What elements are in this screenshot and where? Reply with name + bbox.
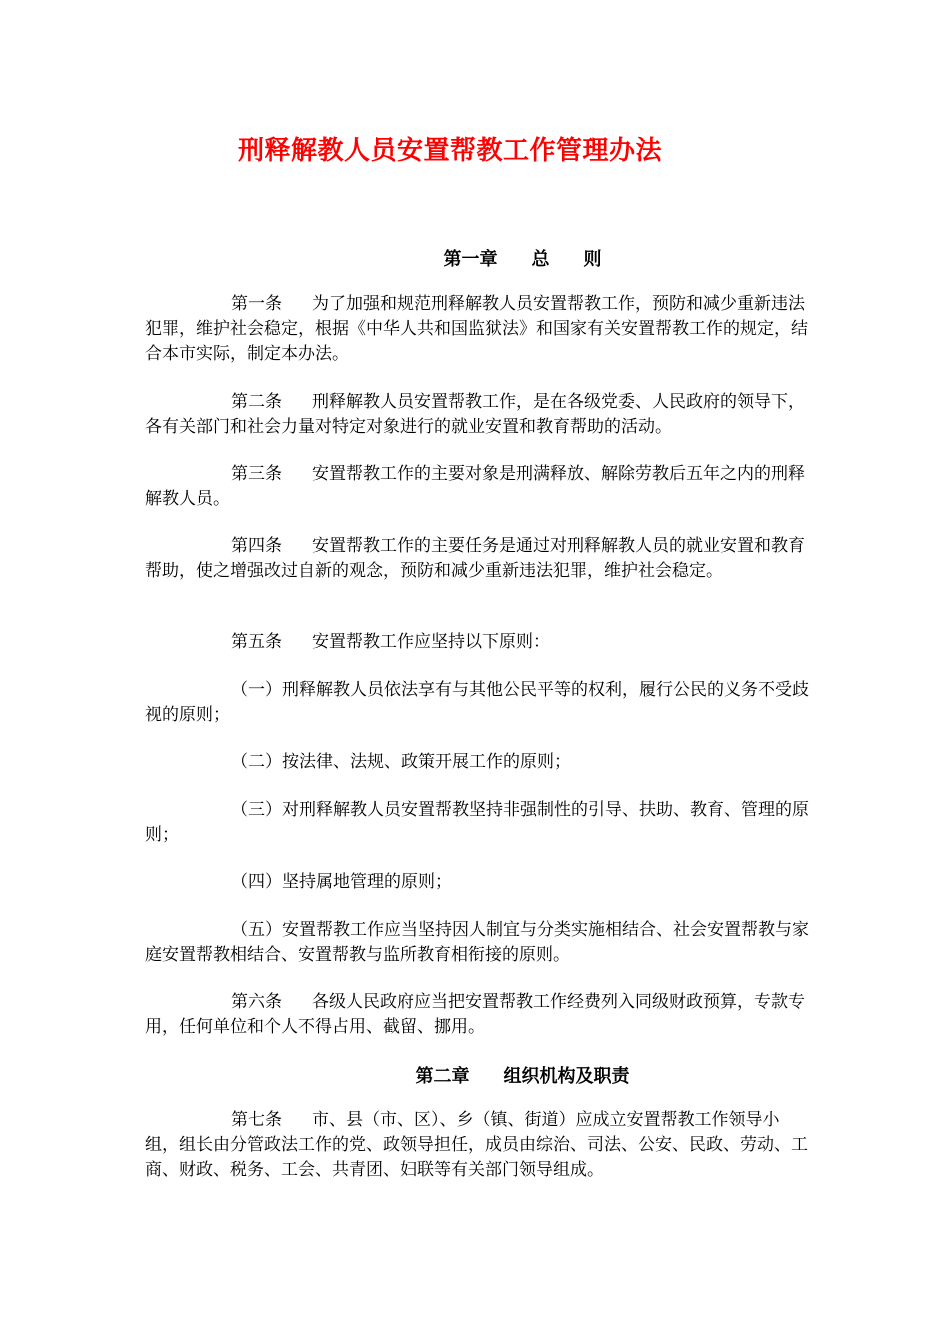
chapter-1-heading (0, 245, 950, 271)
chapter-1-name-a: 总 (531, 249, 550, 270)
chapter-2-heading (0, 1062, 950, 1088)
principle-item-2: （二）按法律、法规、政策开展工作的原则； (231, 752, 571, 772)
article-3 (145, 462, 810, 512)
article-5-label: 第五条 (231, 632, 282, 652)
chapter-2-name: 组织机构及职责 (503, 1066, 630, 1087)
article-2 (145, 390, 810, 440)
article-7-text: 市、县（市、区）、乡（镇、街道）应成立安置帮教工作领导小组，组长由分管政法工作的党、政领导担任，成员由综治、司法、公安、民政、劳动、工商、财政、税务、工会、共青团、妇联等有关部门领导组成。 (145, 1110, 808, 1180)
principle-item-5: （五）安置帮教工作应当坚持因人制宜与分类实施相结合、社会安置帮教与家庭安置帮教相结合、安置帮教与监所教育相衔接的原则。 (145, 920, 809, 965)
article-5-text: 安置帮教工作应坚持以下原则： (312, 632, 550, 652)
principle-item-4: （四）坚持属地管理的原则； (231, 872, 452, 892)
article-7 (145, 1108, 810, 1183)
article-6-text: 各级人民政府应当把安置帮教工作经费列入同级财政预算，专款专用，任何单位和个人不得占用、截留、挪用。 (145, 992, 805, 1037)
document-title: 刑释解教人员安置帮教工作管理办法 (237, 136, 662, 166)
article-4-label: 第四条 (231, 536, 282, 556)
article-3-text: 安置帮教工作的主要对象是刑满释放、解除劳教后五年之内的刑释解教人员。 (145, 464, 805, 509)
chapter-1-name-b: 则 (583, 249, 602, 270)
article-2-label: 第二条 (231, 392, 282, 412)
article-1-label: 第一条 (231, 294, 282, 314)
article-7-label: 第七条 (231, 1110, 282, 1130)
article-4 (145, 534, 810, 584)
article-6 (145, 990, 810, 1040)
article-4-text: 安置帮教工作的主要任务是通过对刑释解教人员的就业安置和教育帮助，使之增强改过自新的观念，预防和减少重新违法犯罪，维护社会稳定。 (145, 536, 805, 581)
article-2-text: 刑释解教人员安置帮教工作，是在各级党委、人民政府的领导下，各有关部门和社会力量对特定对象进行的就业安置和教育帮助的活动。 (145, 392, 805, 437)
chapter-1-number: 第一章 (443, 249, 498, 270)
article-1 (145, 292, 810, 367)
article-5 (145, 630, 810, 655)
principle-item-3: （三）对刑释解教人员安置帮教坚持非强制性的引导、扶助、教育、管理的原则； (145, 800, 809, 845)
principle-item-1: （一）刑释解教人员依法享有与其他公民平等的权利，履行公民的义务不受歧视的原则； (145, 680, 809, 725)
article-6-label: 第六条 (231, 992, 282, 1012)
article-1-text: 为了加强和规范刑释解教人员安置帮教工作，预防和减少重新违法犯罪，维护社会稳定，根据《中华人共和国监狱法》和国家有关安置帮教工作的规定，结合本市实际，制定本办法。 (145, 294, 808, 364)
chapter-2-number: 第二章 (415, 1066, 470, 1087)
article-3-label: 第三条 (231, 464, 282, 484)
